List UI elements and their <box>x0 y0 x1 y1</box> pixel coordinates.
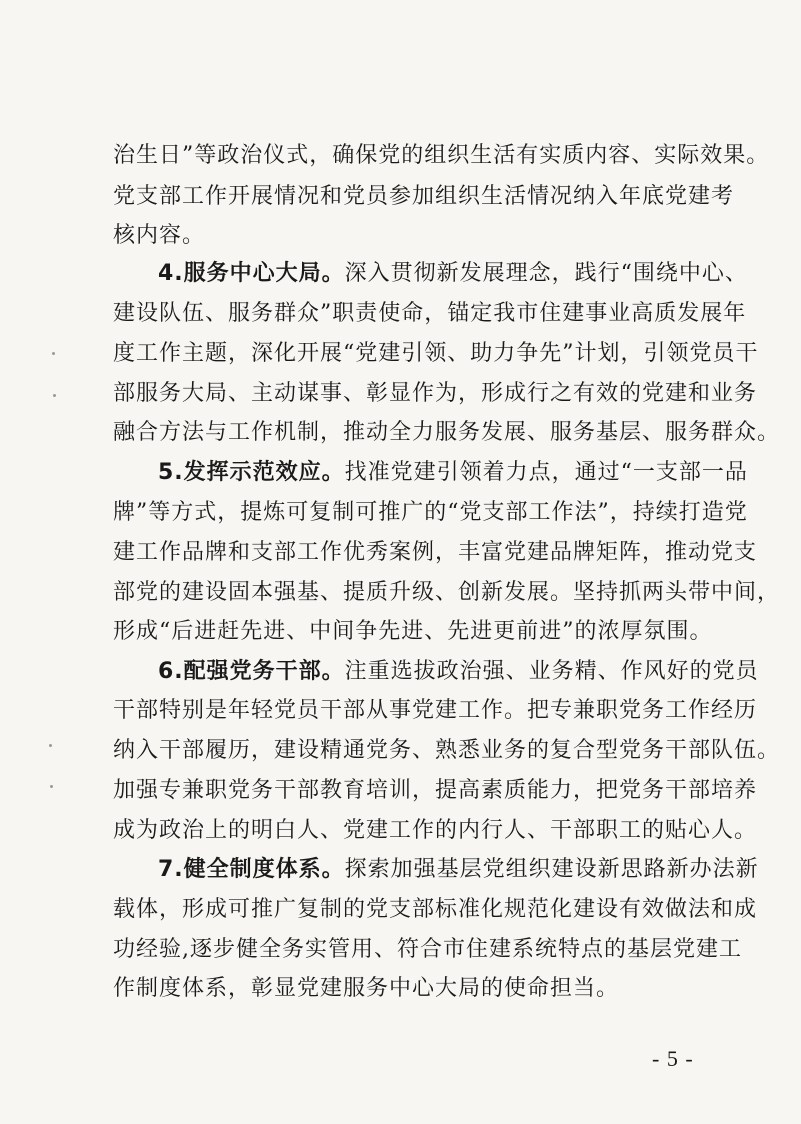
body-line: 载体，形成可推广复制的党支部标准化规范化建设有效做法和成 <box>113 897 758 922</box>
body-line: 功经验,逐步健全务实管用、符合市住建系统特点的基层党建工 <box>113 937 742 962</box>
paragraph-4 <box>158 259 748 289</box>
section-heading-5: 5.发挥示范效应。 <box>158 460 345 485</box>
scan-speck <box>49 744 52 747</box>
paragraph-6 <box>158 657 759 687</box>
section-heading-4: 4.服务中心大局。 <box>158 261 345 286</box>
body-line: 作制度体系，彰显党建服务中心大局的使命担当。 <box>113 976 620 1001</box>
body-text: 深入贯彻新发展理念，践行“围绕中心、 <box>344 261 748 286</box>
body-line: 治生日”等政治仪式，确保党的组织生活有实质内容、实际效果。 <box>113 143 770 168</box>
body-line: 纳入干部履历，建设精通党务、熟悉业务的复合型党务干部队伍。 <box>113 738 781 763</box>
body-line: 建设队伍、服务群众”职责使命，锚定我市住建事业高质发展年 <box>113 301 747 326</box>
body-line: 度工作主题，深化开展“党建引领、助力争先”计划，引领党员干 <box>113 341 759 366</box>
body-line: 部党的建设固本强基、提质升级、创新发展。坚持抓两头带中间， <box>113 580 781 605</box>
section-heading-7: 7.健全制度体系。 <box>158 857 345 882</box>
body-text: 注重选拔政治强、业务精、作风好的党员 <box>344 659 759 684</box>
scan-speck <box>50 785 53 788</box>
body-line: 形成“后进赶先进、中间争先进、先进更前进”的浓厚氛围。 <box>113 619 713 644</box>
body-line: 融合方法与工作机制，推动全力服务发展、服务基层、服务群众。 <box>113 420 781 445</box>
section-heading-6: 6.配强党务干部。 <box>158 659 345 684</box>
body-line: 部服务大局、主动谋事、彰显作为，形成行之有效的党建和业务 <box>113 381 758 406</box>
page-number: - 5 - <box>652 1046 694 1071</box>
body-text: 探索加强基层党组织建设新思路新办法新 <box>344 857 759 882</box>
body-text: 找准党建引领着力点，通过“一支部一品 <box>344 460 748 485</box>
body-line: 核内容。 <box>113 223 206 248</box>
paragraph-5 <box>158 458 748 488</box>
body-line: 党支部工作开展情况和党员参加组织生活情况纳入年底党建考 <box>113 184 735 209</box>
body-line: 干部特别是年轻党员干部从事党建工作。把专兼职党务工作经历 <box>113 698 758 723</box>
body-line: 成为政治上的明白人、党建工作的内行人、干部职工的贴心人。 <box>113 818 758 843</box>
body-line: 加强专兼职党务干部教育培训，提高素质能力，把党务干部培养 <box>113 778 758 803</box>
scan-speck <box>53 394 56 397</box>
paragraph-7 <box>158 855 759 885</box>
body-line: 牌”等方式，提炼可复制可推广的“党支部工作法”，持续打造党 <box>113 500 748 525</box>
scan-speck <box>52 352 55 355</box>
body-line: 建工作品牌和支部工作优秀案例，丰富党建品牌矩阵，推动党支 <box>113 540 758 565</box>
